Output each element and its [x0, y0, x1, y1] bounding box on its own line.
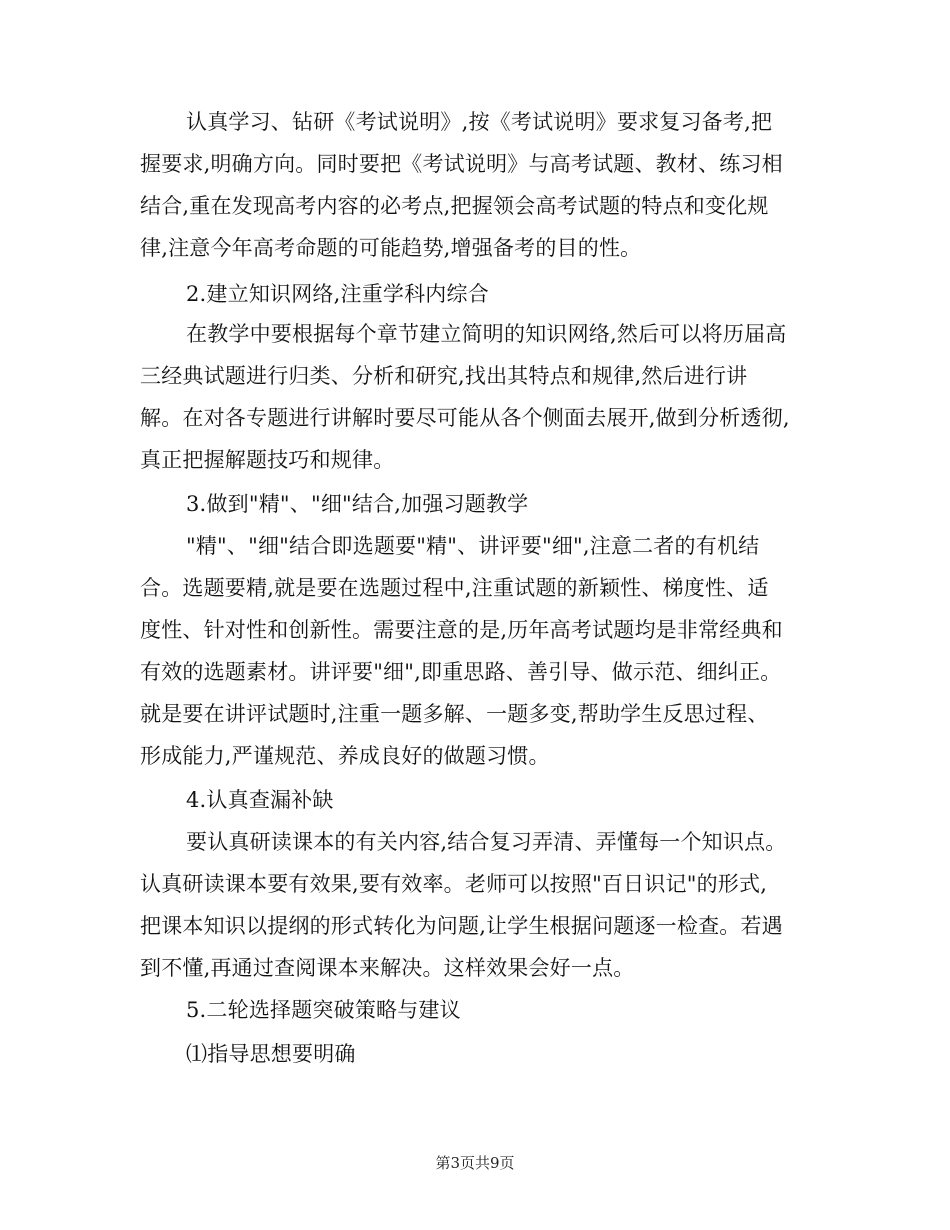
paragraph-line: 握要求,明确方向。同时要把《考试说明》与高考试题、教材、练习相 — [140, 152, 783, 176]
paragraph-line: "精"、"细"结合即选题要"精"、讲评要"细",注意二者的有机结 — [186, 534, 760, 558]
paragraph-line: 度性、针对性和创新性。需要注意的是,历年高考试题均是非常经典和 — [140, 618, 783, 642]
paragraph-line: 到不懂,再通过查阅课本来解决。这样效果会好一点。 — [140, 956, 635, 980]
paragraph-line: 律,注意今年高考命题的可能趋势,增强备考的目的性。 — [140, 236, 642, 260]
paragraph-line: 真正把握解题技巧和规律。 — [140, 448, 395, 472]
paragraph-line: 合。选题要精,就是要在选题过程中,注重试题的新颖性、梯度性、适 — [140, 576, 769, 600]
paragraph-line: 把课本知识以提纲的形式转化为问题,让学生根据问题逐一检查。若遇 — [140, 914, 783, 938]
section-heading: 2.建立知识网络,注重学科内综合 — [186, 282, 489, 306]
paragraph-line: 要认真研读课本的有关内容,结合复习弄清、弄懂每一个知识点。 — [186, 830, 787, 854]
section-heading: 5.二轮选择题突破策略与建议 — [186, 998, 461, 1022]
paragraph-line: 认真学习、钻研《考试说明》,按《考试说明》要求复习备考,把 — [186, 110, 773, 134]
paragraph-line: 解。在对各专题进行讲解时要尽可能从各个侧面去展开,做到分析透彻, — [140, 406, 790, 430]
paragraph-line: 三经典试题进行归类、分析和研究,找出其特点和规律,然后进行讲 — [140, 364, 748, 388]
section-heading: 3.做到"精"、"细"结合,加强习题教学 — [186, 492, 529, 516]
paragraph-line: 在教学中要根据每个章节建立简明的知识网络,然后可以将历届高 — [186, 322, 787, 346]
page-number: 第3页共9页 — [435, 1154, 515, 1172]
paragraph-line: 认真研读课本要有效果,要有效率。老师可以按照"百日识记"的形式, — [140, 872, 768, 896]
section-heading: 4.认真查漏补缺 — [186, 788, 334, 812]
paragraph-line: 有效的选题素材。讲评要"细",即重思路、善引导、做示范、细纠正。 — [140, 660, 782, 684]
paragraph-line: 就是要在讲评试题时,注重一题多解、一题多变,帮助学生反思过程、 — [140, 702, 769, 726]
sub-heading: ⑴指导思想要明确 — [186, 1042, 356, 1066]
paragraph-line: 结合,重在发现高考内容的必考点,把握领会高考试题的特点和变化规 — [140, 194, 769, 218]
paragraph-line: 形成能力,严谨规范、养成良好的做题习惯。 — [140, 744, 550, 768]
